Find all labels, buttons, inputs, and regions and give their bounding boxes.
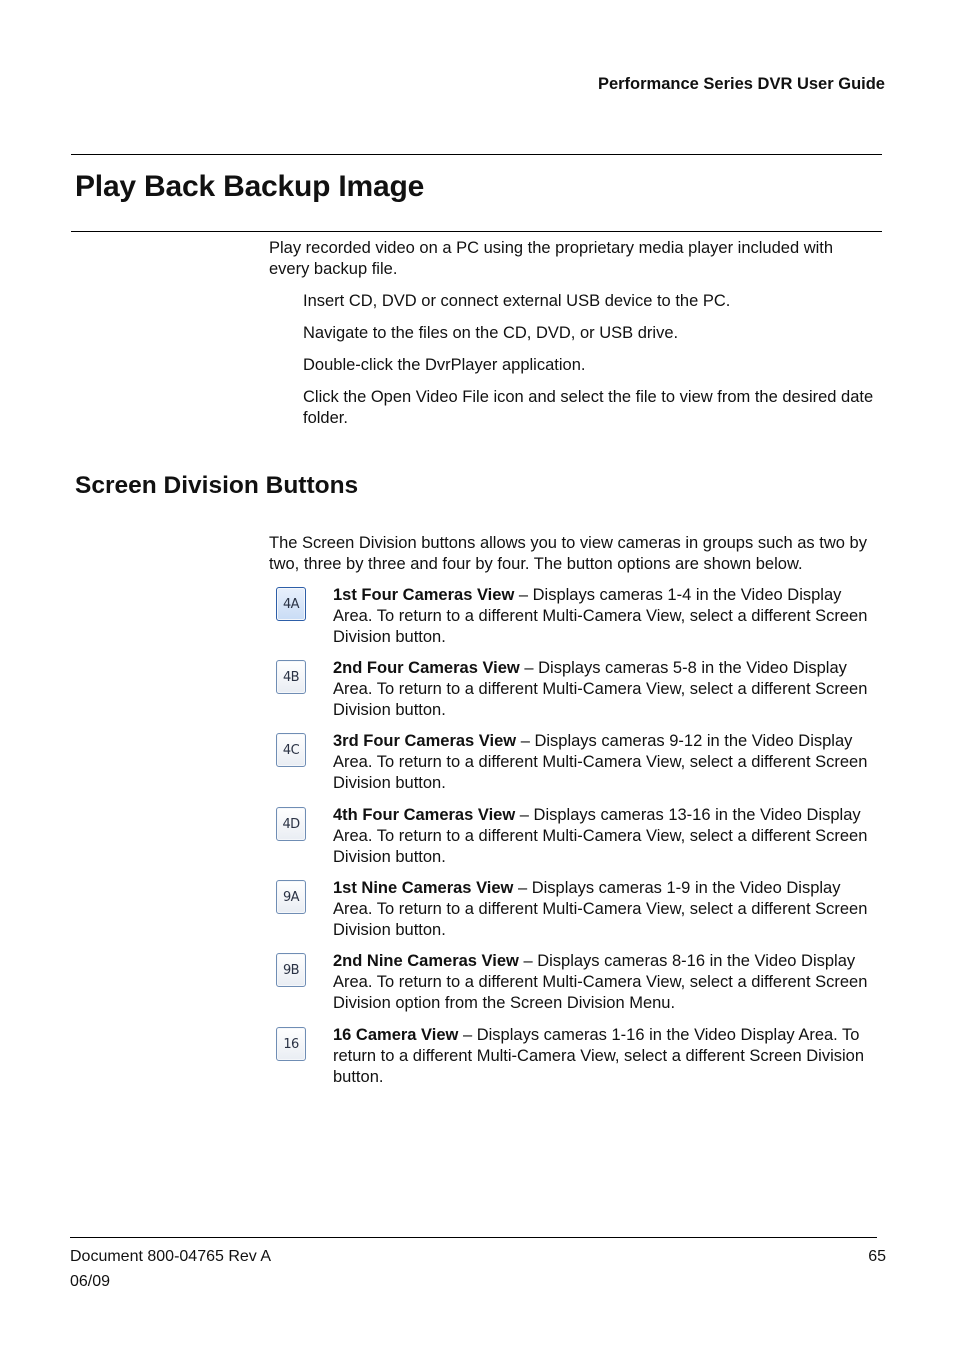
button-name: 2nd Nine Cameras View — [333, 952, 519, 970]
subsection-title: Screen Division Buttons — [75, 472, 359, 499]
section-title: Play Back Backup Image — [75, 170, 425, 203]
quad-view-4a-icon[interactable]: 4A — [276, 587, 306, 621]
button-text: – Displays cameras 5-8 in the Video Display Area. To return to a different Multi-Camera View, select a different Screen Division button. — [333, 659, 868, 719]
footer-rule — [70, 1237, 877, 1238]
step-2: Navigate to the files on the CD, DVD, or USB drive. — [303, 324, 679, 342]
button-name: 1st Four Cameras View — [333, 586, 515, 604]
button-text: – Displays cameras 8-16 in the Video Display Area. To return to a different Multi-Camera View, select a different Screen Division option from the Screen Division Menu. — [333, 952, 868, 1012]
button-name: 4th Four Cameras View — [333, 806, 516, 824]
button-text: – Displays cameras 1-16 in the Video Display Area. To return to a different Multi-Camera View, select a different Screen Division button. — [333, 1026, 865, 1086]
button-description — [333, 658, 883, 720]
section-bottom-rule — [71, 231, 882, 232]
button-description — [333, 1025, 883, 1087]
button-text: – Displays cameras 1-9 in the Video Display Area. To return to a different Multi-Camera View, select a different Screen Division button. — [333, 879, 868, 939]
page-number: 65 — [868, 1248, 886, 1265]
running-header: Performance Series DVR User Guide — [597, 75, 885, 93]
quad-view-4c-icon[interactable]: 4C — [276, 733, 306, 767]
step-4: Click the Open Video File icon and select the file to view from the desired date folder. — [303, 388, 874, 427]
button-name: 1st Nine Cameras View — [333, 879, 514, 897]
footer-document-number: Document 800-04765 Rev A — [70, 1248, 272, 1265]
button-name: 2nd Four Cameras View — [333, 659, 520, 677]
nine-view-9a-icon[interactable]: 9A — [276, 880, 306, 914]
footer-date: 06/09 — [70, 1273, 111, 1290]
sixteen-view-icon[interactable]: 16 — [276, 1027, 306, 1061]
button-description — [333, 731, 883, 793]
section-top-rule — [71, 154, 882, 155]
button-description — [333, 951, 883, 1013]
button-name: 3rd Four Cameras View — [333, 732, 517, 750]
intro-paragraph: Play recorded video on a PC using the proprietary media player included with every backup file. — [269, 239, 834, 278]
nine-view-9b-icon[interactable]: 9B — [276, 953, 306, 987]
quad-view-4d-icon[interactable]: 4D — [276, 807, 306, 841]
quad-view-4b-icon[interactable]: 4B — [276, 660, 306, 694]
step-3: Double-click the DvrPlayer application. — [303, 356, 586, 374]
button-text: – Displays cameras 1-4 in the Video Display Area. To return to a different Multi-Camera View, select a different Screen Division button. — [333, 586, 868, 646]
button-description — [333, 585, 883, 647]
button-text: – Displays cameras 13-16 in the Video Display Area. To return to a different Multi-Camera View, select a different Screen Division button. — [333, 806, 868, 866]
button-name: 16 Camera View — [333, 1026, 459, 1044]
button-text: – Displays cameras 9-12 in the Video Display Area. To return to a different Multi-Camera View, select a different Screen Division button. — [333, 732, 868, 792]
screen-division-intro: The Screen Division buttons allows you to view cameras in groups such as two by two, three by three and four by four. The button options are shown below. — [269, 534, 867, 573]
button-description — [333, 805, 883, 867]
step-1: Insert CD, DVD or connect external USB device to the PC. — [303, 292, 731, 310]
button-description — [333, 878, 883, 940]
